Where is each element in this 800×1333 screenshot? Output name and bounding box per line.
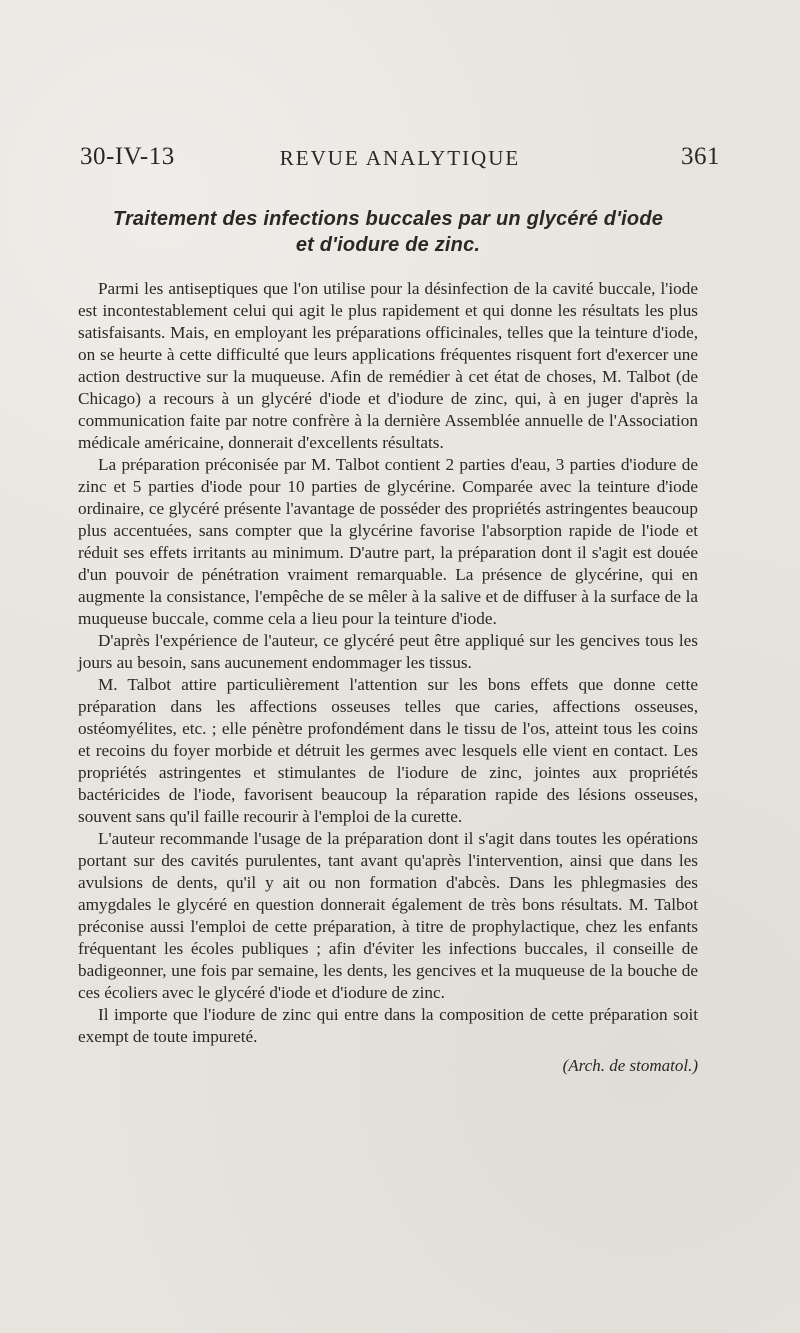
article-title xyxy=(78,206,698,258)
issue-date: 30-IV-13 xyxy=(80,143,175,170)
paragraph-1: Parmi les antiseptiques que l'on utilise pour la désinfection de la cavité buccale, l'iode est incontestablement celui qui agit le plus rapidement et qui donne les résultats les plus satisfaisants. Mais, en employant les préparations officinales, telles que la teinture d'iode, on se heurte à cette difficulté que leurs applications fréquentes risquent fort d'exercer une action destructive sur la muqueuse. Afin de remédier à cet état de choses, M. Talbot (de Chicago) a recours à un glycéré d'iode et d'iodure de zinc, qui, à en juger d'après la communication faite par notre confrère à la dernière Assemblée annuelle de l'Association médicale américaine, donnerait d'excellents résultats. xyxy=(78,279,698,452)
article-title-line-2: et d'iodure de zinc. xyxy=(295,234,481,256)
paragraph-3: D'après l'expérience de l'auteur, ce glycéré peut être appliqué sur les gencives tous les jours au besoin, sans aucunement endommager les tissus. xyxy=(78,631,698,672)
paragraph-2: La préparation préconisée par M. Talbot contient 2 parties d'eau, 3 parties d'iodure de zinc et 5 parties d'iode pour 10 parties de glycérine. Comparée avec la teinture d'iode ordinaire, ce glycéré présente l'avantage de posséder des propriétés astringentes beaucoup plus accentuées, sans compter que la glycérine favorise l'absorption rapide de l'iode et réduit ses effets irritants au minimum. D'autre part, la préparation dont il s'agit est douée d'un pouvoir de pénétration vraiment remarquable. La présence de glycérine, qui en augmente la consistance, l'empêche de se mêler à la salive et de diffuser à la surface de la muqueuse buccale, comme cela a lieu pour la teinture d'iode. xyxy=(78,455,698,628)
article xyxy=(78,206,698,1077)
article-title-line-1: Traitement des infections buccales par un glycéré d'iode xyxy=(112,208,664,230)
journal-section-title: REVUE ANALYTIQUE xyxy=(279,146,521,170)
paragraph-5: L'auteur recommande l'usage de la préparation dont il s'agit dans toutes les opérations portant sur des cavités purulentes, tant avant qu'après l'intervention, ainsi que dans les avulsions de dents, qu'il y ait ou non formation d'abcès. Dans les phlegmasies des amygdales le glycéré en question donnerait également de très bons résultats. M. Talbot préconise aussi l'emploi de cette préparation, à titre de prophylactique, chez les enfants fréquentant les écoles publiques ; afin d'éviter les infections buccales, il conseille de badigeonner, une fois par semaine, les dents, les gencives et la muqueuse de la bouche de ces écoliers avec le glycéré d'iode et d'iodure de zinc. xyxy=(78,829,698,1002)
paragraph-4: M. Talbot attire particulièrement l'attention sur les bons effets que donne cette préparation dans les affections osseuses telles que caries, affections osseuses, ostéomyélites, etc. ; elle pénètre profondément dans le tissu de l'os, atteint tous les coins et recoins du foyer morbide et détruit les germes avec lesquels elle vient en contact. Les propriétés astringentes et stimulantes de l'iodure de zinc, jointes aux propriétés bactéricides de l'iode, favorisent beaucoup la réparation rapide des lésions osseuses, souvent sans qu'il faille recourir à l'emploi de la curette. xyxy=(78,675,698,826)
article-source: (Arch. de stomatol.) xyxy=(562,1056,698,1075)
paragraph-6: Il importe que l'iodure de zinc qui entre dans la composition de cette préparation soit exempt de toute impureté. xyxy=(78,1005,698,1046)
running-head xyxy=(80,143,720,177)
page-number: 361 xyxy=(681,143,720,170)
article-body xyxy=(78,278,698,1048)
